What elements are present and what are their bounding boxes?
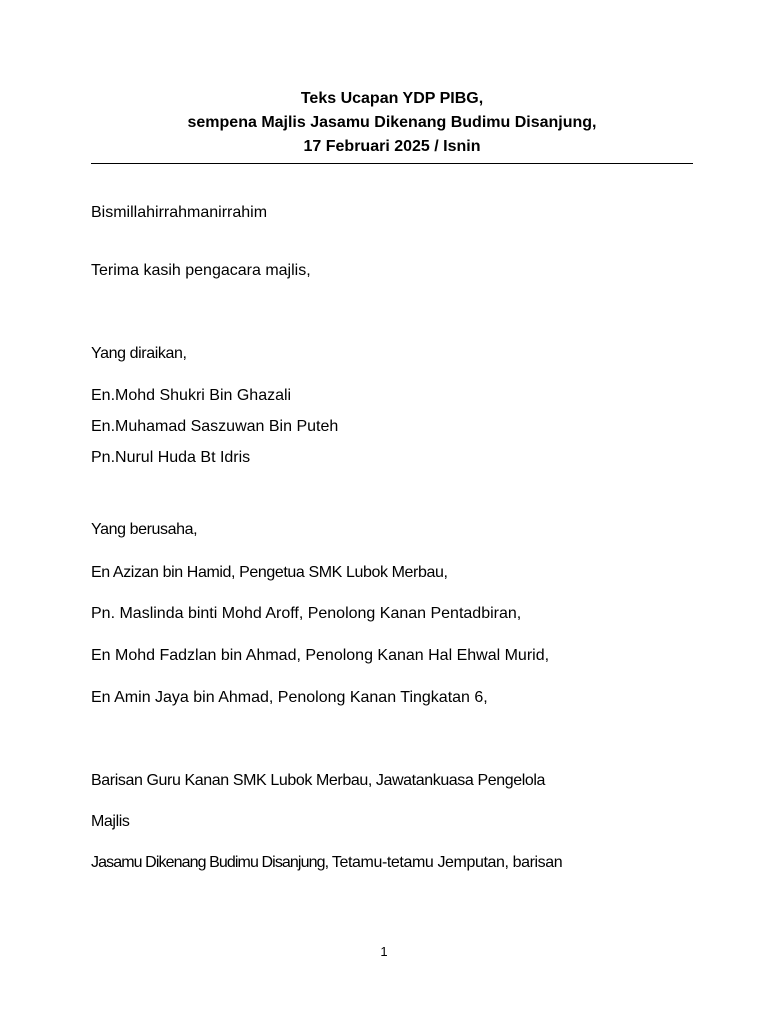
heading-date: 17 Februari 2025 / Isnin bbox=[303, 138, 481, 155]
closing-line: Majlis bbox=[91, 813, 130, 830]
respected-label: Yang berusaha, bbox=[91, 521, 198, 538]
thanks-line: Terima kasih pengacara majlis, bbox=[91, 262, 311, 279]
heading-title: Teks Ucapan YDP PIBG, bbox=[300, 90, 484, 107]
respected-guest: Pn. Maslinda binti Mohd Aroff, Penolong Kanan Pentadbiran, bbox=[91, 605, 522, 622]
document-heading bbox=[91, 87, 693, 159]
honoured-guest: En.Mohd Shukri Bin Ghazali bbox=[91, 387, 292, 404]
page-number: 1 bbox=[380, 944, 388, 959]
honoured-guest: En.Muhamad Saszuwan Bin Puteh bbox=[91, 418, 339, 435]
closing-line bbox=[91, 853, 562, 873]
closing-line: Barisan Guru Kanan SMK Lubok Merbau, Jawatankuasa Pengelola bbox=[91, 772, 546, 789]
heading-divider bbox=[91, 163, 693, 164]
honoured-label: Yang diraikan, bbox=[91, 345, 187, 362]
honoured-guest: Pn.Nurul Huda Bt Idris bbox=[91, 449, 251, 466]
heading-event: sempena Majlis Jasamu Dikenang Budimu Disanjung, bbox=[187, 114, 597, 131]
opening-line: Bismillahirrahmanirrahim bbox=[91, 204, 268, 221]
respected-guest: En Mohd Fadzlan bin Ahmad, Penolong Kanan Hal Ehwal Murid, bbox=[91, 647, 550, 664]
closing-guests: Tetamu-tetamu Jemputan, barisan bbox=[328, 854, 563, 871]
closing-event-name: Jasamu Dikenang Budimu Disanjung, bbox=[91, 854, 329, 871]
respected-guest: En Azizan bin Hamid, Pengetua SMK Lubok Merbau, bbox=[91, 564, 448, 581]
respected-guest: En Amin Jaya bin Ahmad, Penolong Kanan Tingkatan 6, bbox=[91, 689, 488, 706]
